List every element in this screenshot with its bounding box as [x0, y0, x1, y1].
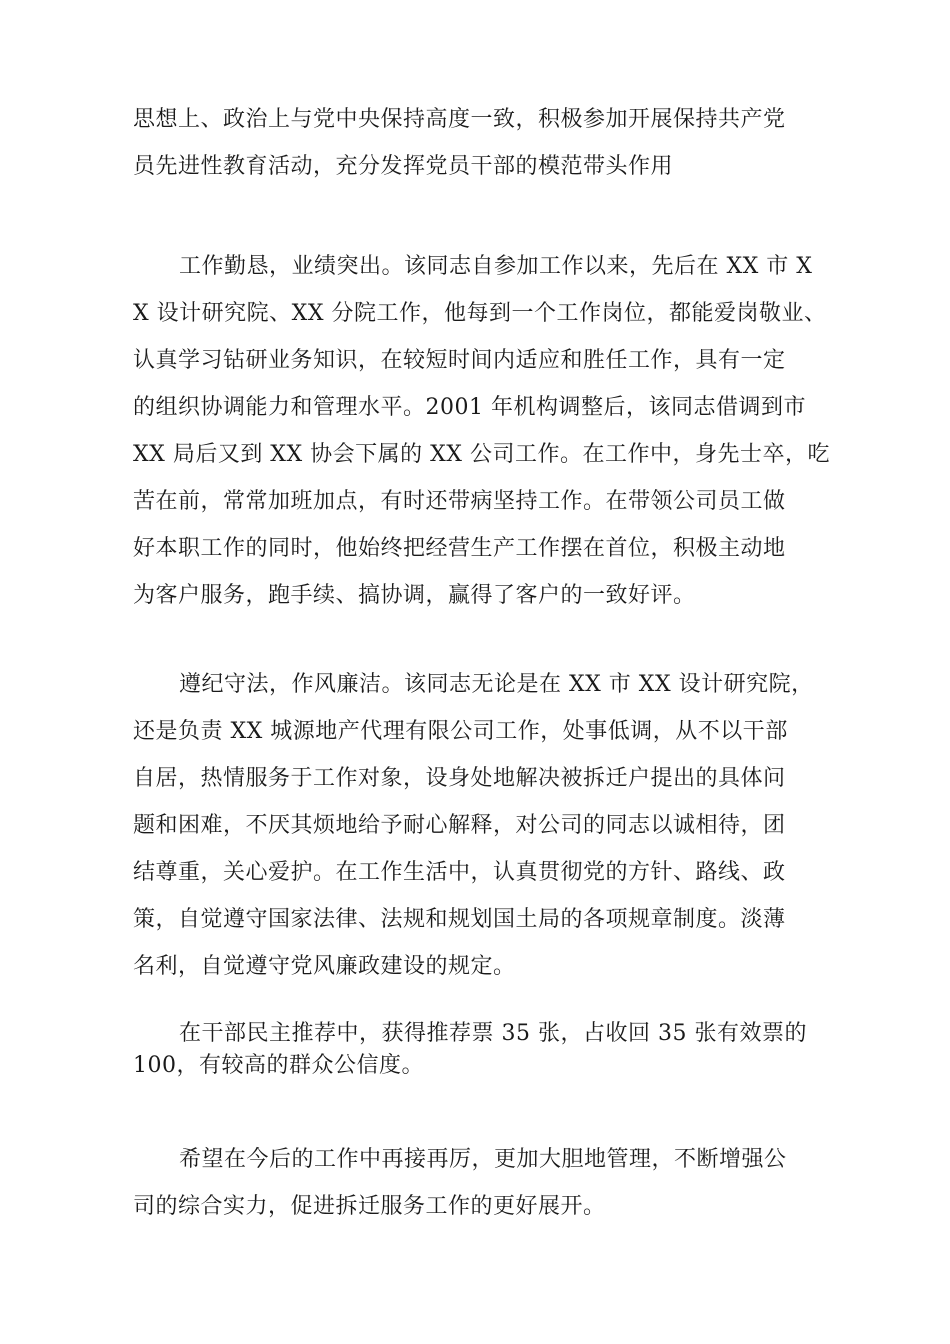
text-line: 为客户服务，跑手续、搞协调，赢得了客户的一致好评。 [133, 583, 696, 608]
text-line: 好本职工作的同时，他始终把经营生产工作摆在首位，积极主动地 [133, 536, 786, 561]
text-line: 结尊重，关心爱护。在工作生活中，认真贯彻党的方针、路线、政 [133, 860, 786, 885]
text-line: 还是负责 XX 城源地产代理有限公司工作，处事低调，从不以干部 [133, 719, 788, 744]
text-line: 希望在今后的工作中再接再厉，更加大胆地管理，不断增强公 [179, 1147, 787, 1172]
paragraph-political-stance [133, 96, 823, 190]
text-line: 自居，热情服务于工作对象，设身处地解决被拆迁户提出的具体问 [133, 766, 786, 791]
text-line: 的组织协调能力和管理水平。2001 年机构调整后，该同志借调到市 [133, 395, 806, 420]
text-line: 工作勤恳，业绩突出。该同志自参加工作以来，先后在 XX 市 X [179, 254, 813, 279]
paragraph-integrity [133, 661, 823, 990]
text-line: 苦在前，常常加班加点，有时还带病坚持工作。在带领公司员工做 [133, 489, 786, 514]
text-line: 认真学习钻研业务知识，在较短时间内适应和胜任工作，具有一定 [133, 348, 786, 373]
paragraph-work-diligence [133, 243, 830, 619]
text-line: 员先进性教育活动，充分发挥党员干部的模范带头作用 [133, 154, 674, 179]
text-line: 司的综合实力，促进拆迁服务工作的更好展开。 [133, 1194, 606, 1219]
text-line: XX 局后又到 XX 协会下属的 XX 公司工作。在工作中，身先士卒，吃 [133, 442, 830, 467]
text-line: 题和困难，不厌其烦地给予耐心解释，对公司的同志以诚相待，团 [133, 813, 786, 838]
paragraph-expectation [133, 1136, 823, 1230]
text-line: 100，有较高的群众公信度。 [133, 1053, 424, 1078]
text-line: X 设计研究院、XX 分院工作，他每到一个工作岗位，都能爱岗敬业、 [133, 301, 827, 326]
text-line: 遵纪守法，作风廉洁。该同志无论是在 XX 市 XX 设计研究院， [179, 672, 814, 697]
text-line: 思想上、政治上与党中央保持高度一致，积极参加开展保持共产党 [133, 107, 786, 132]
text-line: 策，自觉遵守国家法律、法规和规划国土局的各项规章制度。淡薄 [133, 907, 786, 932]
text-line: 在干部民主推荐中，获得推荐票 35 张，占收回 35 张有效票的 [179, 1021, 807, 1046]
text-line: 名利，自觉遵守党风廉政建设的规定。 [133, 954, 516, 979]
paragraph-recommendation-votes [133, 1018, 823, 1082]
